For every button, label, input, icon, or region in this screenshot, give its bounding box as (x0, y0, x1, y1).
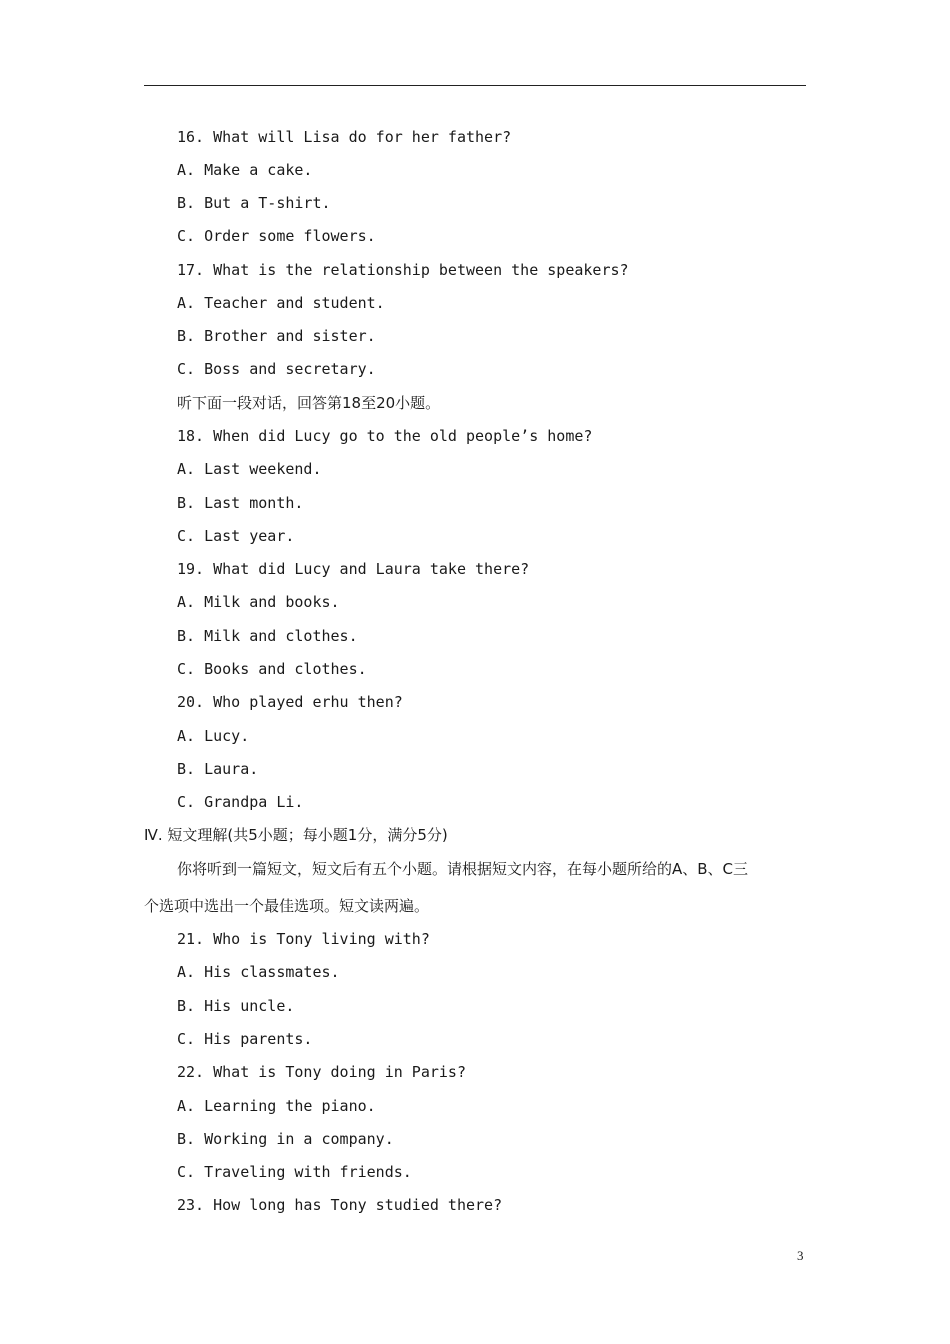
option-22a: A. Learning the piano. (177, 1097, 376, 1115)
option-20c: C. Grandpa Li. (177, 793, 304, 811)
section-heading: Ⅳ. 短文理解(共5小题；每小题1分，满分5分) (144, 826, 448, 844)
option-21a: A. His classmates. (177, 963, 340, 981)
option-16b: B. But a T-shirt. (177, 194, 331, 212)
option-19a: A. Milk and books. (177, 593, 340, 611)
section-instruction-line-2: 个选项中选出一个最佳选项。短文读两遍。 (144, 897, 430, 915)
section-instruction-line-1: 你将听到一篇短文，短文后有五个小题。请根据短文内容，在每小题所给的A、B、C三 (177, 860, 749, 878)
question-18: 18. When did Lucy go to the old people’s home? (177, 427, 593, 445)
option-20b: B. Laura. (177, 760, 259, 778)
option-21b: B. His uncle. (177, 997, 295, 1015)
question-20: 20. Who played erhu then? (177, 693, 403, 711)
option-19c: C. Books and clothes. (177, 660, 367, 678)
option-16a: A. Make a cake. (177, 161, 313, 179)
option-20a: A. Lucy. (177, 727, 250, 745)
option-18a: A. Last weekend. (177, 460, 322, 478)
option-17c: C. Boss and secretary. (177, 360, 376, 378)
instruction-18-20: 听下面一段对话，回答第18至20小题。 (177, 394, 441, 412)
question-23: 23. How long has Tony studied there? (177, 1196, 503, 1214)
question-19: 19. What did Lucy and Laura take there? (177, 560, 530, 578)
question-21: 21. Who is Tony living with? (177, 930, 430, 948)
option-18c: C. Last year. (177, 527, 295, 545)
option-22b: B. Working in a company. (177, 1130, 394, 1148)
option-19b: B. Milk and clothes. (177, 627, 358, 645)
page-number: 3 (797, 1248, 804, 1263)
option-17a: A. Teacher and student. (177, 294, 385, 312)
option-22c: C. Traveling with friends. (177, 1163, 412, 1181)
option-21c: C. His parents. (177, 1030, 313, 1048)
question-16: 16. What will Lisa do for her father? (177, 128, 512, 146)
option-16c: C. Order some flowers. (177, 227, 376, 245)
header-rule (144, 85, 806, 86)
option-17b: B. Brother and sister. (177, 327, 376, 345)
question-17: 17. What is the relationship between the speakers? (177, 261, 629, 279)
option-18b: B. Last month. (177, 494, 304, 512)
question-22: 22. What is Tony doing in Paris? (177, 1063, 466, 1081)
